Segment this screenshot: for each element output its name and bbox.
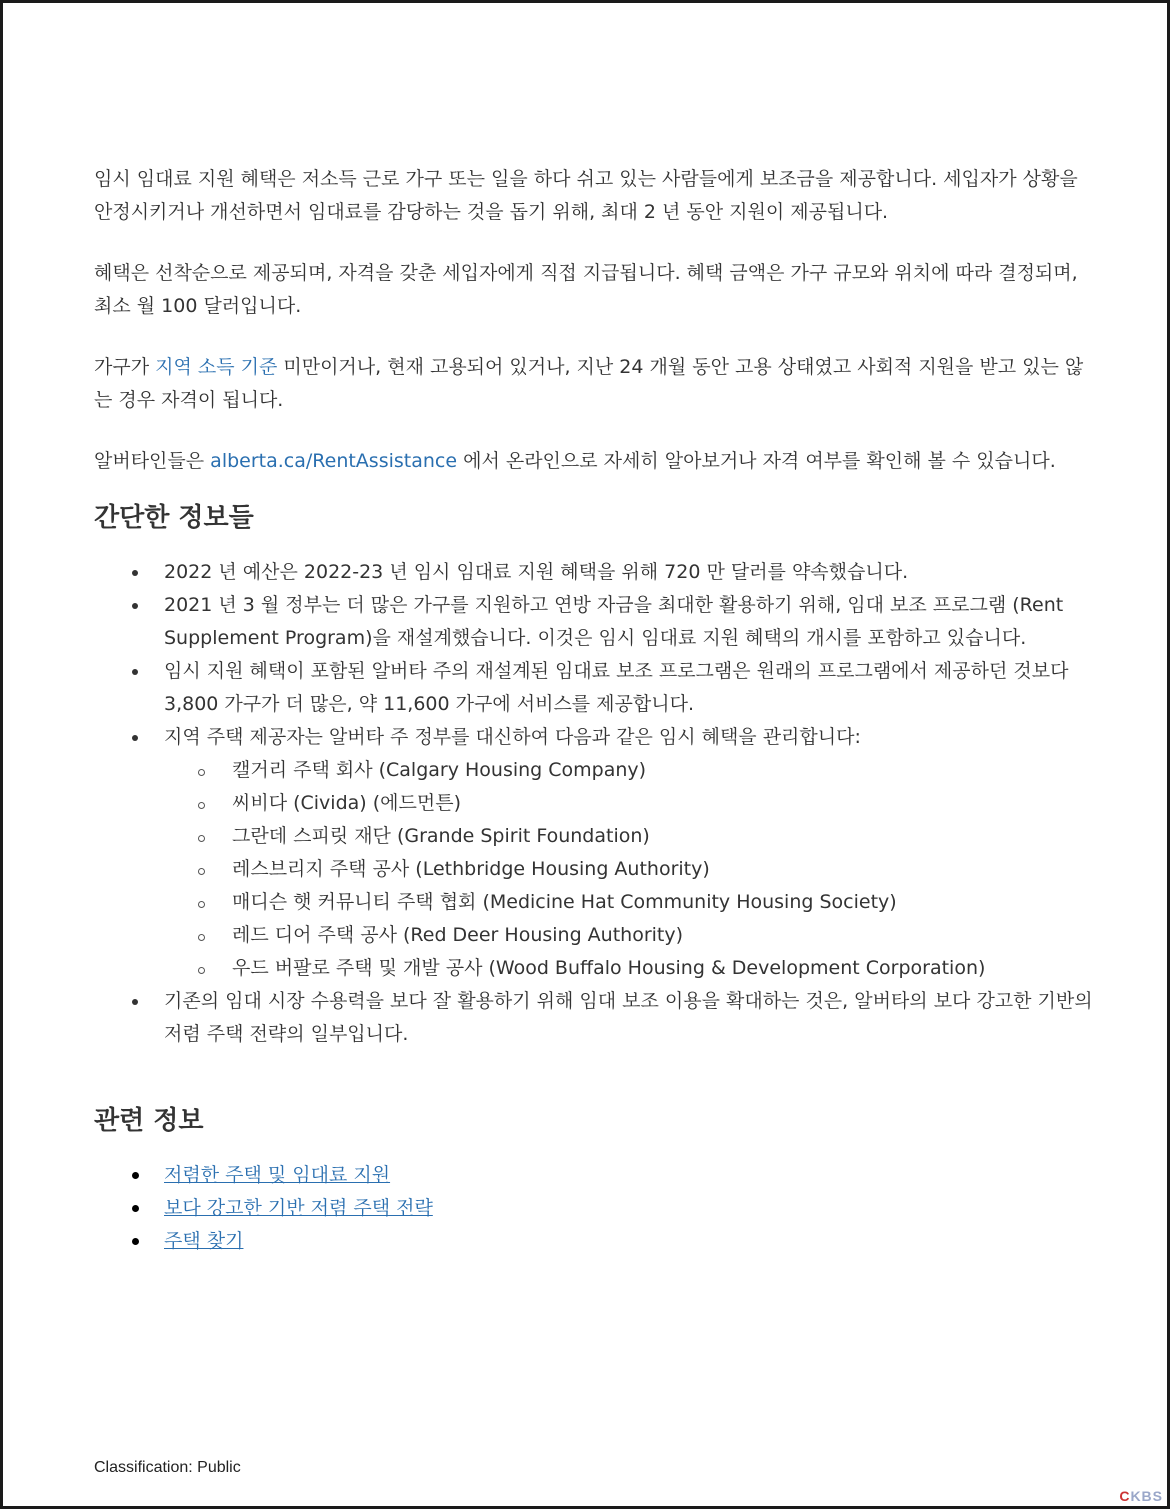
income-threshold-link[interactable]: 지역 소득 기준	[155, 356, 278, 378]
intro-paragraph-2: 혜택은 선착순으로 제공되며, 자격을 갖춘 세입자에게 직접 지급됩니다. 혜택 금액은 가구 규모와 위치에 따라 결정되며, 최소 월 100 달러입니다.	[94, 262, 1078, 317]
provider-item: 매디슨 햇 커뮤니티 주택 협회 (Medicine Hat Community Housing Society)	[164, 886, 1094, 919]
list-item	[94, 1225, 1094, 1258]
list-item	[94, 1192, 1094, 1225]
quick-facts-list	[94, 556, 1094, 1051]
provider-item: 씨비다 (Civida) (에드먼튼)	[164, 787, 1094, 820]
list-item: 2022 년 예산은 2022-23 년 임시 임대료 지원 혜택을 위해 720 만 달러를 약속했습니다.	[94, 556, 1094, 589]
provider-item: 그란데 스피릿 재단 (Grande Spirit Foundation)	[164, 820, 1094, 853]
paragraph-text: 가구가	[94, 356, 156, 378]
list-item: 기존의 임대 시장 수용력을 보다 잘 활용하기 위해 임대 보조 이용을 확대하는 것은, 알버타의 보다 강고한 기반의 저렴 주택 전략의 일부입니다.	[94, 985, 1094, 1051]
list-item: 임시 지원 혜택이 포함된 알버타 주의 재설계된 임대료 보조 프로그램은 원래의 프로그램에서 제공하던 것보다 3,800 가구가 더 많은, 약 11,600 가구에 서비스를 제공합니다.	[94, 655, 1094, 721]
housing-strategy-link[interactable]: 보다 강고한 기반 저렴 주택 전략	[164, 1197, 433, 1219]
list-item	[94, 1159, 1094, 1192]
watermark-letter: C	[1119, 1488, 1131, 1504]
intro-paragraph-4	[94, 445, 1094, 478]
find-housing-link[interactable]: 주택 찾기	[164, 1230, 244, 1252]
rent-assistance-link[interactable]: alberta.ca/RentAssistance	[210, 450, 458, 472]
provider-item: 레스브리지 주택 공사 (Lethbridge Housing Authority)	[164, 853, 1094, 886]
provider-item: 레드 디어 주택 공사 (Red Deer Housing Authority)	[164, 919, 1094, 952]
classification-footer: Classification: Public	[94, 1459, 241, 1476]
affordable-housing-link[interactable]: 저렴한 주택 및 임대료 지원	[164, 1164, 391, 1186]
watermark-logo	[1119, 1488, 1163, 1504]
housing-providers-list	[164, 754, 1094, 985]
paragraph-text: 미만이거나, 현재 고용되어 있거나, 지난 24 개월 동안 고용 상태였고 사회적 지원을 받고 있는 않는 경우 자격이 됩니다.	[94, 356, 1084, 411]
provider-item: 우드 버팔로 주택 및 개발 공사 (Wood Buffalo Housing & Development Corporation)	[164, 952, 1094, 985]
list-item	[94, 721, 1094, 985]
list-item-text: 지역 주택 제공자는 알버타 주 정부를 대신하여 다음과 같은 임시 혜택을 관리합니다:	[164, 726, 861, 748]
paragraph-text: 에서 온라인으로 자세히 알아보거나 자격 여부를 확인해 볼 수 있습니다.	[457, 450, 1056, 472]
quick-facts-heading: 간단한 정보들	[94, 503, 254, 533]
intro-paragraph-1: 임시 임대료 지원 혜택은 저소득 근로 가구 또는 일을 하다 쉬고 있는 사람들에게 보조금을 제공합니다. 세입자가 상황을 안정시키거나 개선하면서 임대료를 감당하는 것을 돕기 위해, 최대 2 년 동안 지원이 제공됩니다.	[94, 168, 1078, 223]
list-item: 2021 년 3 월 정부는 더 많은 가구를 지원하고 연방 자금을 최대한 활용하기 위해, 임대 보조 프로그램 (Rent Supplement Program)을 재설계했습니다. 이것은 임시 임대료 지원 혜택의 개시를 포함하고 있습니다.	[94, 589, 1094, 655]
provider-item: 캘거리 주택 회사 (Calgary Housing Company)	[164, 754, 1094, 787]
watermark-text: KBS	[1130, 1488, 1163, 1504]
related-info-heading: 관련 정보	[94, 1106, 204, 1136]
related-links-list	[94, 1159, 1094, 1258]
paragraph-text: 알버타인들은	[94, 450, 211, 472]
intro-paragraph-3	[94, 351, 1094, 417]
document-content	[94, 163, 1094, 1258]
